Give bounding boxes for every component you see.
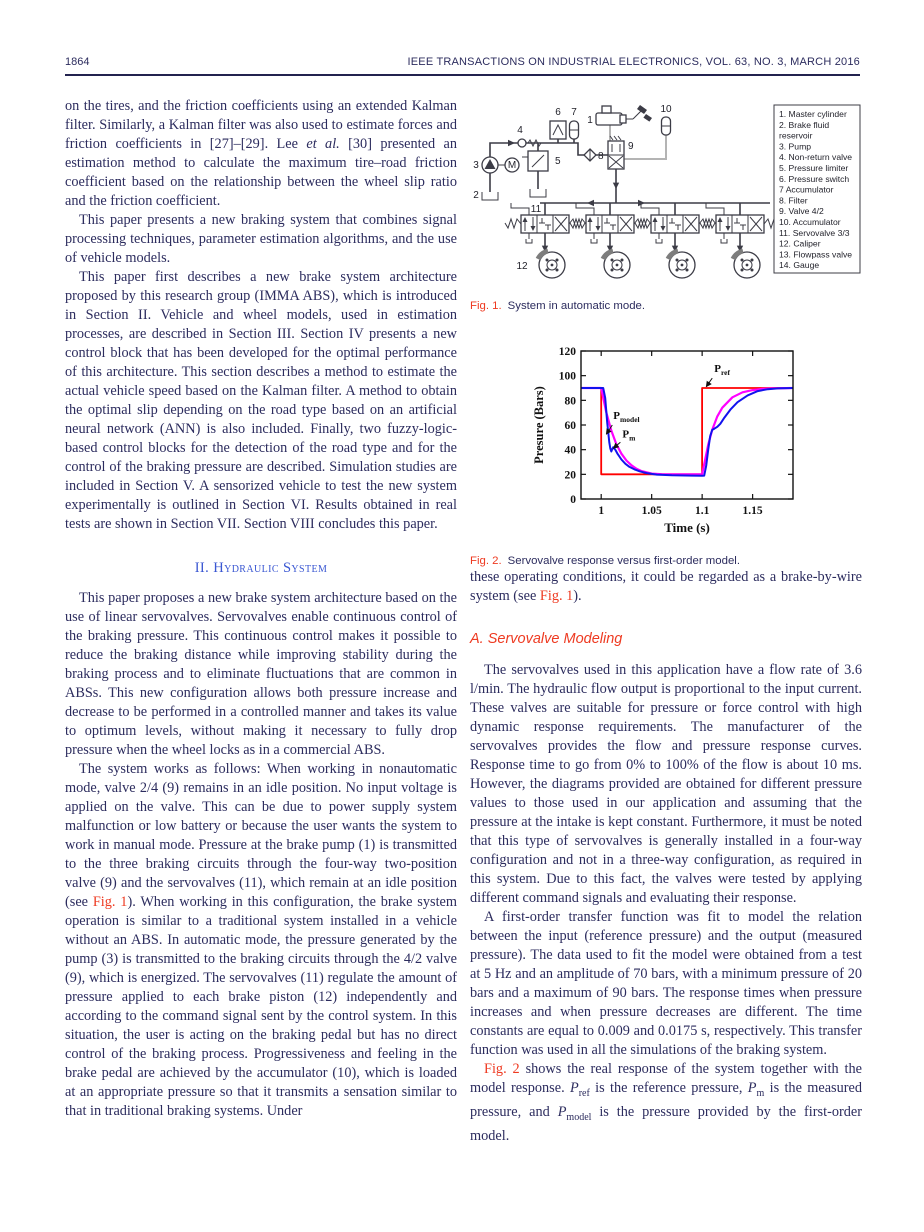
label-4: 4 (517, 125, 523, 136)
series-P_ref (581, 388, 793, 474)
legend-line: 3. Pump (779, 141, 812, 152)
pipe-drop (545, 203, 740, 215)
figure1-caption-text: System in automatic mode. (507, 300, 646, 312)
figure1-hydraulic-diagram (470, 97, 862, 293)
label-7: 7 (571, 107, 577, 118)
flow-arrow (613, 183, 619, 189)
page-number: 1864 (65, 56, 90, 68)
annotation-label-m: $P_m$ (622, 428, 636, 443)
legend-line: 7 Accumulator (779, 184, 834, 195)
legend-line: 5. Pressure limiter (779, 163, 849, 173)
plot-border (581, 351, 793, 499)
series-P_model (581, 388, 793, 474)
label-9: 9 (628, 141, 634, 152)
label-10: 10 (660, 104, 672, 115)
x-axis-label: Time (s) (664, 520, 710, 535)
legend-line: 10. Accumulator (779, 217, 841, 227)
figure2-caption-label: Fig. 2. (470, 555, 502, 567)
legend-line: 9. Valve 4/2 (779, 206, 824, 217)
legend-line: 2. Brake fluid (779, 119, 830, 130)
tick-label: 80 (564, 395, 576, 408)
label-3: 3 (473, 160, 479, 171)
right-column (470, 97, 862, 1146)
subsection-heading-servovalve-modeling: A. Servovalve Modeling (470, 631, 623, 647)
master-cylinder-cap (620, 115, 626, 123)
valve42-solenoid (610, 136, 621, 140)
legend-line: reservoir (779, 130, 813, 141)
non-return-valve-icon (518, 139, 526, 147)
figure2-wrapper (470, 337, 862, 548)
label-6: 6 (555, 107, 561, 118)
paragraph: This paper presents a new braking system that combines signal processing techniques, parameter estimation algorithms, and the use of vehicle models. (65, 212, 457, 266)
pressure-switch-icon (550, 121, 566, 139)
y-axis-label: Presure (Bars) (532, 386, 546, 464)
annotation-arrow-ref (706, 378, 712, 387)
label-5: 5 (555, 156, 561, 167)
paragraph: Fig. 2 shows the real response of the system together with the model response. $P_{ref}$ is the reference pressure, $P_m$ is the measured pressure, and $P_{model}$ is the pressure provided by the first-order model. (470, 1061, 863, 1144)
motor-label: M (507, 159, 517, 171)
figure1-caption-label: Fig. 1. (470, 300, 502, 312)
reservoir-icon (530, 189, 546, 197)
tick-label: 1 (598, 505, 605, 517)
tick-label: 0 (570, 494, 576, 506)
tick-label: 120 (558, 346, 576, 358)
tick-label: 60 (564, 420, 576, 432)
tick-label: 1.1 (694, 505, 710, 517)
label-2: 2 (473, 190, 479, 201)
legend-line: 8. Filter (779, 195, 808, 206)
pedal-pad (637, 105, 647, 114)
paragraph: This paper first describes a new brake system architecture proposed by this research group (IMMA ABS), which is introduced in Section II. Vehicle and wheel models, used in estimation processes, are described in Section III. Section IV presents a new control block that has been developed for the optimal performance of this architecture. This section describes a method to estimate the actual vehicle speed based on the Kalman filter. A method to obtain the optimal slip depending on the road type based on an artificial neural network (ANN) is also included. Finally, two fuzzy-logic-based control blocks for the detection of the road type and for the control of the braking pressure are described. Simulation studies are included in Section V. A sensorized vehicle to test the new system experimentally is outlined in Section VI. Results obtained in real tests are shown in Section VII. Section VIII concludes this paper. (65, 269, 457, 532)
label-8: 8 (598, 151, 604, 162)
figure1-caption (470, 299, 862, 313)
paragraph: A first-order transfer function was fit to model the relation between the input (reference pressure) and the output (measured pressure). The data used to fit the model were obtained from a test at 5 Hz and an amplitude of 70 bars, with a minimum pressure of 20 bars and a maximum of 90 bars. The response times when pressure increases and when pressure decreases are different. The time constants are equal to 0.009 and 0.0175 s, respectively. This transfer function was used in all the simulations of the braking system. (470, 909, 862, 1058)
figure2-pressure-chart (531, 337, 801, 542)
legend-line: 13. Flowpass valve (779, 249, 853, 260)
reservoir-icon (482, 192, 498, 200)
paragraph: on the tires, and the friction coefficients using an extended Kalman filter. Similarly, a Kalman filter was also used to estimate forces and friction coefficients in [27]–[29]. Lee et al. [30] presented an estimation method to calculate the maximum tire–road friction coefficient based on the relationship between the wheel slip ratio and the friction coefficient. (65, 98, 457, 209)
tick-label: 1.05 (641, 505, 662, 517)
legend-line: 1. Master cylinder (779, 109, 847, 119)
legend-line: 4. Non-return valve (779, 152, 853, 163)
flow-arrow-left (587, 200, 594, 206)
paragraph: The servovalves used in this application have a flow rate of 3.6 l/min. The hydraulic flow output is proportional to the input current. These valves are suitable for pressure or force control with high dynamic response requirements. The manufacturer of the servovalves provides the flow and pressure response curves. Response time to go from 0% to 100% of the flow is about 10 ms. However, the diagrams provided are obtained for different pressure values to those used in our application and assuming that the pressure at the intake is kept constant. Furthermore, it must be noted that this type of servovalves is generally installed in a four-way configuration and not in a three-way configuration, as required in this system. Due to this fact, the valves were tested by applying different command signals and evaluating their response. (470, 662, 862, 906)
label-1: 1 (587, 115, 593, 126)
master-cylinder-icon (596, 113, 622, 125)
paragraph: The system works as follows: When working in nonautomatic mode, valve 2/4 (9) remains in an idle position. No input voltage is applied on the valve. This can be due to power supply system malfunction or low battery or because the user wants the system to work in manual mode. Pressure at the brake pump (1) is transmitted to the three braking circuits through the four-way two-position valve (9) and the servovalves (11), which remain at an idle position (see Fig. 1). When working in this configuration, the brake system operation is similar to a traditional system installed in a vehicle without an ABS. In automatic mode, the pressure generated by the pump (3) is transmitted to the braking circuits through the 4/2 valve (9), which is energized. The servovalves (11) regulate the amount of pressure applied to each brake piston (12) independently and according to the command signal sent by the control system. In this situation, the user is acting on the braking pedal but has no direct control of the braking process. Progressiveness and feeling in the brake pedal are achieved by the accumulator (10), which is loaded at an appropriate pressure so that it transmits a sensation similar to that in traditional braking systems. Under (65, 761, 458, 1119)
pedal-pad2 (643, 114, 652, 122)
flow-arrow-feed (508, 140, 515, 146)
legend-line: 6. Pressure switch (779, 173, 850, 184)
fluid-cap-icon (602, 106, 611, 113)
tick-label: 20 (564, 469, 576, 482)
legend-line: 14. Gauge (779, 260, 820, 271)
legend-line: 11. Servovalve 3/3 (779, 227, 850, 238)
figure2-caption (470, 554, 862, 568)
paragraph: these operating conditions, it could be regarded as a brake-by-wire system (see Fig. 1). (470, 569, 862, 604)
label-11: 11 (530, 204, 542, 215)
journal-header: IEEE TRANSACTIONS ON INDUSTRIAL ELECTRONICS, VOL. 63, NO. 3, MARCH 2016 (407, 56, 860, 68)
figure2-caption-text: Servovalve response versus first-order model. (507, 555, 740, 567)
tick-label: 100 (558, 370, 576, 383)
annotation-label-model: $P_{model}$ (613, 409, 640, 424)
header-rule (65, 74, 860, 76)
left-column (65, 97, 457, 1121)
tick-label: 1.15 (742, 505, 763, 517)
section-heading-hydraulic-system: II. Hydraulic System (194, 560, 328, 576)
legend-line: 12. Caliper (779, 238, 821, 249)
tick-label: 40 (564, 444, 576, 457)
paragraph: This paper proposes a new brake system architecture based on the use of linear servovalves. Servovalves enable continuous control of the braking pressure. This continuous control makes it possible to reduce the braking distance while improving stability during the braking process and to eliminate fluctuations that are common in ABSs. This new configuration allows both pressure increase and decrease to be performed in a controlled manner and takes its value to optimum levels, without making it necessary to fully drop pressure when the wheel locks as in a commercial ABS. (65, 590, 457, 758)
label-12: 12 (516, 261, 528, 272)
annotation-label-ref: $P_{ref}$ (714, 362, 731, 377)
